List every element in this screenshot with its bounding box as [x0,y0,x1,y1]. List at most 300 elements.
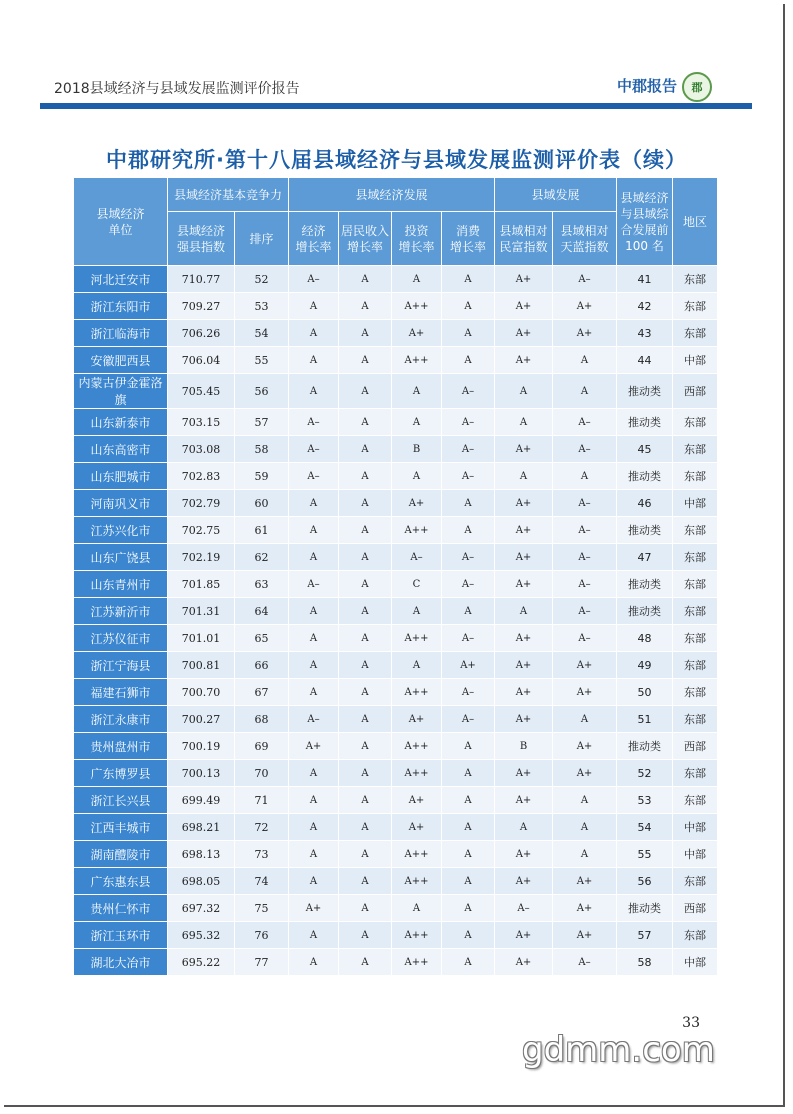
cell-top100: 54 [617,814,673,841]
cell-econ-growth: A [289,544,339,571]
cell-county-name: 浙江宁海县 [74,652,168,679]
cell-strength-index: 705.45 [168,374,235,409]
cell-county-name: 浙江长兴县 [74,787,168,814]
cell-bluesky-index: A [553,374,617,409]
cell-wealth-index: A+ [495,760,553,787]
cell-consume-growth: A [442,266,495,293]
cell-top100: 53 [617,787,673,814]
cell-consume-growth: A [442,841,495,868]
cell-wealth-index: A+ [495,949,553,976]
cell-rank: 73 [235,841,289,868]
cell-econ-growth: A [289,374,339,409]
cell-region: 东部 [673,760,718,787]
header-competitiveness: 县域经济基本竞争力 [168,178,289,212]
table-row [74,490,718,517]
cell-econ-growth: A [289,598,339,625]
table-row [74,922,718,949]
cell-top100: 52 [617,760,673,787]
cell-wealth-index: A+ [495,652,553,679]
cell-income-growth: A [339,490,392,517]
cell-top100: 56 [617,868,673,895]
cell-region: 东部 [673,266,718,293]
cell-county-name: 山东高密市 [74,436,168,463]
cell-county-name: 河南巩义市 [74,490,168,517]
cell-income-growth: A [339,625,392,652]
table-row [74,571,718,598]
cell-rank: 75 [235,895,289,922]
table-row [74,409,718,436]
cell-region: 东部 [673,868,718,895]
cell-region: 东部 [673,652,718,679]
cell-rank: 66 [235,652,289,679]
table-row [74,679,718,706]
subheader-econ-growth: 经济 增长率 [289,212,339,266]
cell-top100: 推动类 [617,733,673,760]
cell-county-name: 山东青州市 [74,571,168,598]
cell-strength-index: 698.13 [168,841,235,868]
cell-region: 中部 [673,841,718,868]
cell-strength-index: 701.01 [168,625,235,652]
cell-strength-index: 706.04 [168,347,235,374]
cell-strength-index: 702.79 [168,490,235,517]
cell-top100: 推动类 [617,598,673,625]
cell-top100: 50 [617,679,673,706]
cell-wealth-index: A+ [495,787,553,814]
cell-invest-growth: A [392,374,442,409]
cell-top100: 43 [617,320,673,347]
cell-econ-growth: A [289,760,339,787]
header-rule [40,103,752,109]
cell-bluesky-index: A– [553,517,617,544]
cell-econ-growth: A– [289,436,339,463]
cell-strength-index: 699.49 [168,787,235,814]
cell-top100: 推动类 [617,409,673,436]
logo [682,72,712,102]
cell-econ-growth: A [289,293,339,320]
cell-county-name: 广东博罗县 [74,760,168,787]
cell-region: 东部 [673,598,718,625]
cell-bluesky-index: A+ [553,868,617,895]
cell-rank: 65 [235,625,289,652]
cell-income-growth: A [339,571,392,598]
cell-consume-growth: A+ [442,652,495,679]
cell-wealth-index: A+ [495,490,553,517]
cell-bluesky-index: A+ [553,652,617,679]
cell-county-name: 内蒙古伊金霍洛旗 [74,374,168,409]
cell-invest-growth: A [392,598,442,625]
cell-wealth-index: A+ [495,706,553,733]
cell-income-growth: A [339,266,392,293]
cell-rank: 58 [235,436,289,463]
cell-county-name: 贵州盘州市 [74,733,168,760]
cell-wealth-index: A [495,409,553,436]
cell-income-growth: A [339,293,392,320]
report-title: 2018县域经济与县域发展监测评价报告 [54,81,300,97]
cell-top100: 44 [617,347,673,374]
table-row [74,598,718,625]
cell-consume-growth: A [442,517,495,544]
watermark: gdmm.com [522,1030,715,1070]
cell-rank: 61 [235,517,289,544]
cell-income-growth: A [339,895,392,922]
table-row [74,814,718,841]
cell-rank: 52 [235,266,289,293]
cell-strength-index: 706.26 [168,320,235,347]
cell-income-growth: A [339,760,392,787]
cell-consume-growth: A [442,922,495,949]
table-row [74,517,718,544]
cell-wealth-index: A+ [495,544,553,571]
cell-strength-index: 703.08 [168,436,235,463]
cell-consume-growth: A– [442,374,495,409]
cell-invest-growth: A+ [392,490,442,517]
cell-rank: 63 [235,571,289,598]
cell-wealth-index: A [495,814,553,841]
table-row [74,320,718,347]
cell-top100: 57 [617,922,673,949]
cell-invest-growth: A++ [392,841,442,868]
cell-consume-growth: A [442,320,495,347]
table-title: 中郡研究所·第十八届县域经济与县域发展监测评价表（续） [106,148,687,172]
cell-bluesky-index: A+ [553,679,617,706]
cell-consume-growth: A [442,490,495,517]
cell-county-name: 贵州仁怀市 [74,895,168,922]
cell-econ-growth: A [289,679,339,706]
subheader-invest-growth: 投资 增长率 [392,212,442,266]
cell-income-growth: A [339,517,392,544]
cell-top100: 推动类 [617,895,673,922]
cell-wealth-index: A+ [495,293,553,320]
table-row [74,706,718,733]
cell-income-growth: A [339,347,392,374]
cell-invest-growth: A++ [392,922,442,949]
cell-strength-index: 701.31 [168,598,235,625]
table-row [74,841,718,868]
cell-county-name: 浙江临海市 [74,320,168,347]
cell-top100: 45 [617,436,673,463]
cell-region: 东部 [673,436,718,463]
cell-bluesky-index: A– [553,598,617,625]
cell-invest-growth: A++ [392,949,442,976]
cell-invest-growth: B [392,436,442,463]
cell-income-growth: A [339,409,392,436]
cell-top100: 46 [617,490,673,517]
cell-rank: 77 [235,949,289,976]
cell-income-growth: A [339,814,392,841]
cell-bluesky-index: A+ [553,922,617,949]
cell-bluesky-index: A [553,706,617,733]
cell-econ-growth: A [289,490,339,517]
cell-invest-growth: A++ [392,679,442,706]
cell-top100: 51 [617,706,673,733]
cell-county-name: 江苏仪征市 [74,625,168,652]
cell-wealth-index: A+ [495,679,553,706]
cell-region: 东部 [673,293,718,320]
cell-income-growth: A [339,733,392,760]
cell-consume-growth: A– [442,679,495,706]
cell-top100: 推动类 [617,374,673,409]
cell-bluesky-index: A– [553,266,617,293]
cell-top100: 推动类 [617,463,673,490]
cell-econ-growth: A [289,625,339,652]
cell-rank: 56 [235,374,289,409]
table-row [74,544,718,571]
cell-wealth-index: A+ [495,266,553,293]
header-unit: 县域经济 单位 [74,178,168,266]
cell-bluesky-index: A– [553,625,617,652]
cell-bluesky-index: A– [553,571,617,598]
evaluation-table [73,177,718,976]
table-row [74,733,718,760]
logo-text: 郡 [691,81,703,94]
cell-bluesky-index: A– [553,436,617,463]
cell-econ-growth: A [289,517,339,544]
cell-invest-growth: A++ [392,760,442,787]
cell-region: 中部 [673,949,718,976]
header-county-dev: 县域发展 [495,178,617,212]
table-row [74,949,718,976]
cell-county-name: 山东新泰市 [74,409,168,436]
cell-econ-growth: A [289,787,339,814]
table-row [74,347,718,374]
cell-invest-growth: A++ [392,625,442,652]
cell-bluesky-index: A [553,787,617,814]
cell-econ-growth: A [289,320,339,347]
subheader-consume-growth: 消费 增长率 [442,212,495,266]
cell-region: 东部 [673,706,718,733]
cell-consume-growth: A [442,760,495,787]
cell-top100: 47 [617,544,673,571]
table-row [74,760,718,787]
cell-consume-growth: A– [442,544,495,571]
cell-income-growth: A [339,679,392,706]
cell-income-growth: A [339,652,392,679]
header-top100: 县域经济 与县域综 合发展前 100 名 [617,178,673,266]
cell-econ-growth: A [289,841,339,868]
cell-invest-growth: C [392,571,442,598]
cell-income-growth: A [339,841,392,868]
cell-wealth-index: A+ [495,320,553,347]
cell-strength-index: 700.13 [168,760,235,787]
cell-county-name: 广东惠东县 [74,868,168,895]
cell-strength-index: 700.19 [168,733,235,760]
cell-econ-growth: A+ [289,733,339,760]
cell-strength-index: 700.81 [168,652,235,679]
cell-top100: 41 [617,266,673,293]
cell-consume-growth: A [442,347,495,374]
subheader-income-growth: 居民收入 增长率 [339,212,392,266]
cell-region: 中部 [673,814,718,841]
cell-econ-growth: A [289,814,339,841]
header-region: 地区 [673,178,718,266]
cell-strength-index: 698.21 [168,814,235,841]
cell-consume-growth: A [442,598,495,625]
cell-wealth-index: A+ [495,841,553,868]
cell-income-growth: A [339,868,392,895]
cell-econ-growth: A+ [289,895,339,922]
cell-rank: 60 [235,490,289,517]
cell-bluesky-index: A– [553,544,617,571]
cell-county-name: 江西丰城市 [74,814,168,841]
cell-bluesky-index: A+ [553,320,617,347]
cell-bluesky-index: A [553,463,617,490]
cell-income-growth: A [339,949,392,976]
cell-invest-growth: A– [392,544,442,571]
subheader-wealth-index: 县域相对 民富指数 [495,212,553,266]
cell-bluesky-index: A [553,841,617,868]
cell-county-name: 浙江玉环市 [74,922,168,949]
cell-wealth-index: A+ [495,517,553,544]
cell-consume-growth: A [442,733,495,760]
cell-top100: 推动类 [617,571,673,598]
cell-consume-growth: A [442,293,495,320]
cell-bluesky-index: A+ [553,733,617,760]
cell-bluesky-index: A+ [553,760,617,787]
cell-rank: 74 [235,868,289,895]
cell-econ-growth: A– [289,571,339,598]
cell-income-growth: A [339,320,392,347]
cell-econ-growth: A [289,922,339,949]
cell-wealth-index: A+ [495,347,553,374]
cell-strength-index: 695.22 [168,949,235,976]
cell-region: 东部 [673,544,718,571]
cell-wealth-index: A– [495,895,553,922]
cell-bluesky-index: A+ [553,293,617,320]
cell-rank: 71 [235,787,289,814]
cell-wealth-index: A+ [495,436,553,463]
cell-region: 东部 [673,787,718,814]
table-row [74,868,718,895]
cell-county-name: 湖北大冶市 [74,949,168,976]
cell-region: 中部 [673,347,718,374]
cell-rank: 70 [235,760,289,787]
page-number: 33 [682,1015,700,1031]
cell-region: 东部 [673,571,718,598]
cell-rank: 55 [235,347,289,374]
cell-strength-index: 695.32 [168,922,235,949]
cell-rank: 68 [235,706,289,733]
cell-income-growth: A [339,463,392,490]
cell-bluesky-index: A [553,814,617,841]
cell-econ-growth: A [289,868,339,895]
cell-econ-growth: A [289,652,339,679]
cell-invest-growth: A [392,266,442,293]
cell-region: 西部 [673,895,718,922]
table-row [74,463,718,490]
cell-consume-growth: A– [442,436,495,463]
cell-wealth-index: A [495,598,553,625]
cell-rank: 72 [235,814,289,841]
cell-invest-growth: A++ [392,733,442,760]
cell-region: 东部 [673,922,718,949]
cell-region: 东部 [673,625,718,652]
subheader-rank: 排序 [235,212,289,266]
cell-econ-growth: A– [289,266,339,293]
cell-bluesky-index: A [553,347,617,374]
cell-region: 东部 [673,517,718,544]
cell-bluesky-index: A– [553,409,617,436]
table-row [74,293,718,320]
cell-income-growth: A [339,374,392,409]
cell-strength-index: 701.85 [168,571,235,598]
cell-county-name: 浙江永康市 [74,706,168,733]
cell-invest-growth: A [392,895,442,922]
cell-strength-index: 702.83 [168,463,235,490]
cell-region: 东部 [673,463,718,490]
cell-wealth-index: A [495,463,553,490]
cell-econ-growth: A– [289,463,339,490]
cell-county-name: 江苏兴化市 [74,517,168,544]
cell-consume-growth: A [442,814,495,841]
cell-consume-growth: A [442,787,495,814]
cell-consume-growth: A [442,895,495,922]
cell-invest-growth: A [392,463,442,490]
table-row [74,266,718,293]
cell-rank: 67 [235,679,289,706]
table-row [74,652,718,679]
cell-consume-growth: A [442,949,495,976]
cell-wealth-index: A+ [495,922,553,949]
cell-invest-growth: A+ [392,814,442,841]
cell-bluesky-index: A– [553,490,617,517]
cell-income-growth: A [339,787,392,814]
cell-region: 东部 [673,679,718,706]
cell-invest-growth: A+ [392,787,442,814]
cell-income-growth: A [339,706,392,733]
cell-region: 东部 [673,320,718,347]
cell-wealth-index: A+ [495,625,553,652]
cell-strength-index: 702.75 [168,517,235,544]
cell-wealth-index: A+ [495,571,553,598]
table-row [74,436,718,463]
cell-county-name: 江苏新沂市 [74,598,168,625]
cell-consume-growth: A– [442,571,495,598]
cell-rank: 76 [235,922,289,949]
cell-invest-growth: A++ [392,293,442,320]
cell-econ-growth: A [289,949,339,976]
cell-income-growth: A [339,922,392,949]
cell-consume-growth: A– [442,409,495,436]
cell-consume-growth: A– [442,625,495,652]
cell-region: 东部 [673,409,718,436]
cell-consume-growth: A [442,868,495,895]
cell-econ-growth: A– [289,706,339,733]
cell-top100: 48 [617,625,673,652]
cell-region: 中部 [673,490,718,517]
subheader-index: 县域经济 强县指数 [168,212,235,266]
header-econ-dev: 县域经济发展 [289,178,495,212]
cell-county-name: 山东肥城市 [74,463,168,490]
subheader-bluesky-index: 县域相对 天蓝指数 [553,212,617,266]
cell-wealth-index: A+ [495,868,553,895]
cell-county-name: 安徽肥西县 [74,347,168,374]
cell-wealth-index: B [495,733,553,760]
cell-strength-index: 697.32 [168,895,235,922]
cell-strength-index: 702.19 [168,544,235,571]
cell-invest-growth: A+ [392,320,442,347]
cell-top100: 55 [617,841,673,868]
cell-top100: 49 [617,652,673,679]
cell-wealth-index: A [495,374,553,409]
cell-invest-growth: A [392,652,442,679]
cell-county-name: 河北迁安市 [74,266,168,293]
cell-strength-index: 710.77 [168,266,235,293]
cell-bluesky-index: A– [553,949,617,976]
cell-econ-growth: A [289,347,339,374]
table-row [74,787,718,814]
cell-strength-index: 700.70 [168,679,235,706]
cell-income-growth: A [339,598,392,625]
